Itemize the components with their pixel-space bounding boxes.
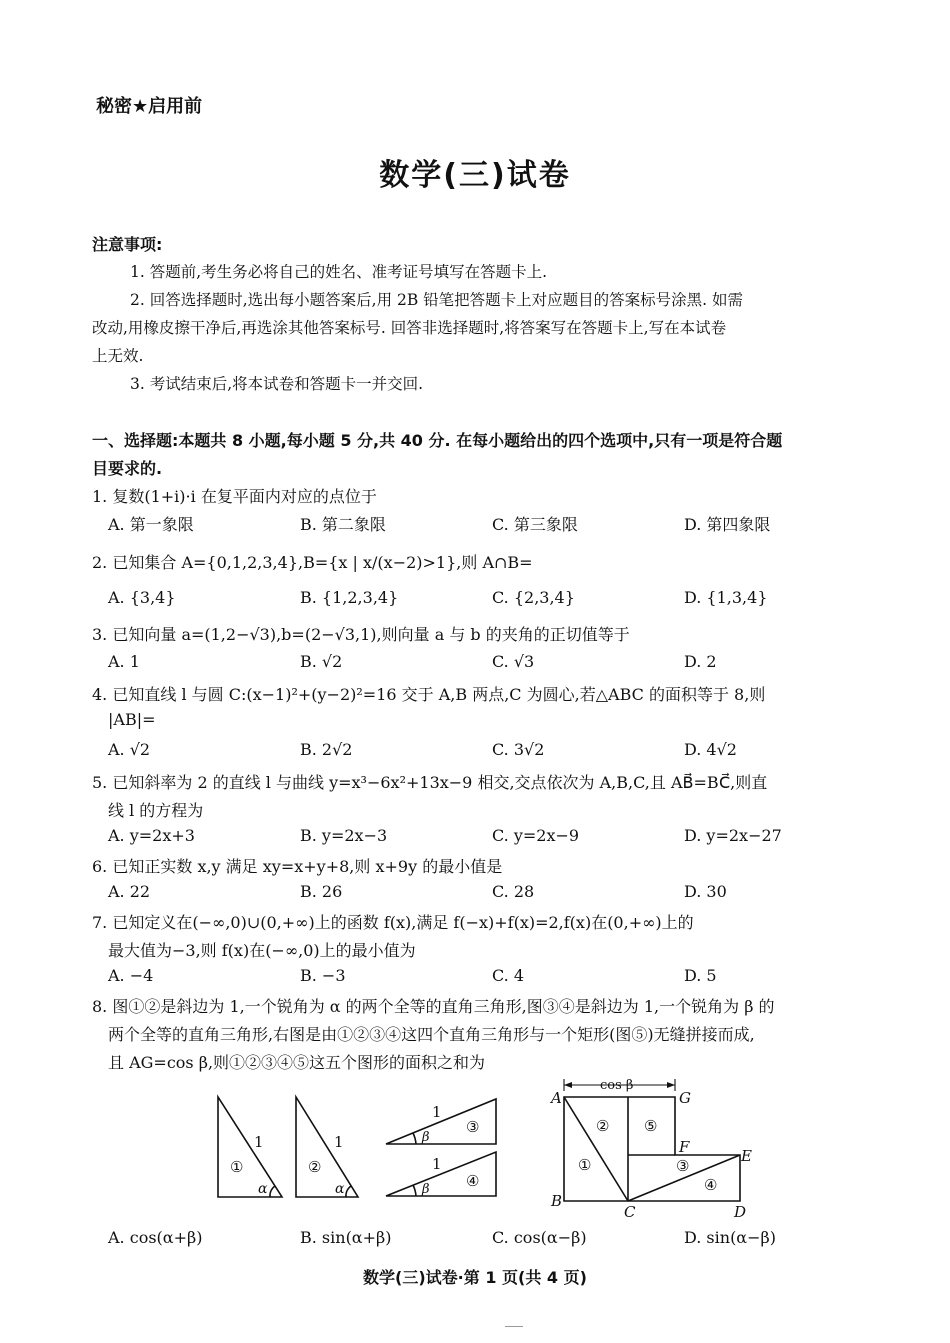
section-heading-line-1: 一、选择题:本题共 8 小题,每小题 5 分,共 40 分. 在每小题给出的四个选项中,只有一项是符合题 [92, 431, 783, 450]
point-b: B [551, 1192, 563, 1210]
point-g: G [679, 1089, 691, 1107]
question-6-stem: 6. 已知正实数 x,y 满足 xy=x+y+8,则 x+9y 的最小值是 [92, 857, 503, 876]
triangle-1-hyp-label: 1 [254, 1133, 264, 1151]
triangle-3-beta-arc [413, 1133, 416, 1144]
q6-option-a: A. 22 [108, 882, 151, 901]
question-8-stem-line-2: 两个全等的直角三角形,右图是由①②③④这四个直角三角形与一个矩形(图⑤)无缝拼接而成, [108, 1025, 755, 1044]
triangle-3-hyp-label: 1 [432, 1103, 442, 1121]
question-5-stem-line-2: 线 l 的方程为 [108, 801, 204, 820]
question-8-stem-line-3: 且 AG=cos β,则①②③④⑤这五个图形的面积之和为 [108, 1053, 486, 1072]
question-4-stem-line-2: |AB|= [108, 710, 156, 729]
triangle-4-beta-arc [413, 1185, 416, 1196]
triangle-2-number: ② [308, 1158, 322, 1176]
page-footer: 数学(三)试卷·第 1 页(共 4 页) [363, 1268, 587, 1287]
dimension-arrow-left [564, 1082, 572, 1088]
triangle-3-beta: β [422, 1130, 430, 1145]
page-title: 数学(三)试卷 [379, 158, 571, 193]
q8-option-a: A. cos(α+β) [108, 1228, 203, 1247]
triangle-2-alpha: α [335, 1181, 345, 1197]
q2-option-c: C. {2,3,4} [492, 588, 575, 607]
notice-item-1: 1. 答题前,考生务必将自己的姓名、准考证号填写在答题卡上. [130, 263, 548, 281]
q3-option-d: D. 2 [684, 652, 717, 671]
triangle-4-beta: β [422, 1182, 430, 1197]
triangle-3-number: ③ [466, 1118, 480, 1136]
point-e: E [741, 1147, 752, 1165]
q3-option-c: C. √3 [492, 652, 535, 671]
point-d: D [734, 1203, 747, 1221]
q7-option-c: C. 4 [492, 966, 525, 985]
composite-region-5: ⑤ [644, 1117, 658, 1135]
question-1-stem: 1. 复数(1+i)·i 在复平面内对应的点位于 [92, 487, 377, 506]
question-8-stem-line-1: 8. 图①②是斜边为 1,一个锐角为 α 的两个全等的直角三角形,图③④是斜边为 1,一个锐角为 β 的 [92, 997, 775, 1016]
point-a: A [551, 1089, 562, 1107]
triangle-2 [296, 1097, 358, 1197]
composite-region-4: ④ [704, 1176, 718, 1194]
q6-option-b: B. 26 [300, 882, 343, 901]
q2-option-a: A. {3,4} [108, 588, 176, 607]
q4-option-d: D. 4√2 [684, 740, 737, 759]
composite-region-1: ① [578, 1156, 592, 1174]
question-7-stem-line-1: 7. 已知定义在(−∞,0)∪(0,+∞)上的函数 f(x),满足 f(−x)+f(x)=2,f(x)在(0,+∞)上的 [92, 913, 694, 932]
notice-item-2-line-2: 改动,用橡皮擦干净后,再选涂其他答案标号. 回答非选择题时,将答案写在答题卡上,写在本试卷 [92, 319, 727, 337]
section-heading-line-2: 目要求的. [92, 459, 163, 478]
q1-option-b: B. 第二象限 [300, 515, 386, 534]
secret-label: 秘密★启用前 [96, 96, 203, 117]
composite-region-3: ③ [676, 1157, 690, 1175]
q8-option-c: C. cos(α−β) [492, 1228, 587, 1247]
q5-option-b: B. y=2x−3 [300, 826, 388, 845]
notice-item-2-line-3: 上无效. [92, 347, 144, 365]
q5-option-a: A. y=2x+3 [108, 826, 195, 845]
q2-option-d: D. {1,3,4} [684, 588, 768, 607]
question-4-stem-line-1: 4. 已知直线 l 与圆 C:(x−1)²+(y−2)²=16 交于 A,B 两点,C 为圆心,若△ABC 的面积等于 8,则 [92, 685, 766, 704]
bottom-mark [505, 1326, 523, 1327]
q7-option-d: D. 5 [684, 966, 717, 985]
q7-option-a: A. −4 [108, 966, 154, 985]
question-5-stem-line-1: 5. 已知斜率为 2 的直线 l 与曲线 y=x³−6x²+13x−9 相交,交点依次为 A,B,C,且 AB⃗=BC⃗,则直 [92, 773, 768, 792]
cos-beta-label: cos β [600, 1078, 634, 1093]
q1-option-c: C. 第三象限 [492, 515, 578, 534]
q8-option-d: D. sin(α−β) [684, 1228, 777, 1247]
question-7-stem-line-2: 最大值为−3,则 f(x)在(−∞,0)上的最小值为 [108, 941, 416, 960]
q4-option-a: A. √2 [108, 740, 151, 759]
notice-heading: 注意事项: [92, 235, 163, 254]
point-c: C [624, 1203, 636, 1221]
triangle-1-number: ① [230, 1158, 244, 1176]
triangle-1-alpha: α [258, 1181, 268, 1197]
notice-item-2-line-1: 2. 回答选择题时,选出每小题答案后,用 2B 铅笔把答题卡上对应题目的答案标号涂黑. 如需 [130, 291, 744, 309]
q6-option-c: C. 28 [492, 882, 535, 901]
composite-region-2: ② [596, 1117, 610, 1135]
q3-option-b: B. √2 [300, 652, 343, 671]
triangle-4-number: ④ [466, 1172, 480, 1190]
q1-option-a: A. 第一象限 [108, 515, 194, 534]
notice-item-3: 3. 考试结束后,将本试卷和答题卡一并交回. [130, 375, 424, 393]
triangle-4-hyp-label: 1 [432, 1155, 442, 1173]
q8-option-b: B. sin(α+β) [300, 1228, 392, 1247]
triangle-2-hyp-label: 1 [334, 1133, 344, 1151]
q4-option-c: C. 3√2 [492, 740, 545, 759]
triangle-1-alpha-arc [270, 1186, 275, 1197]
segment-ac [564, 1097, 628, 1201]
q6-option-d: D. 30 [684, 882, 727, 901]
point-f: F [679, 1138, 690, 1156]
question-2-stem: 2. 已知集合 A={0,1,2,3,4},B={x | x/(x−2)>1},则 A∩B= [92, 553, 533, 572]
q7-option-b: B. −3 [300, 966, 346, 985]
dimension-arrow-right [667, 1082, 675, 1088]
q5-option-c: C. y=2x−9 [492, 826, 580, 845]
question-3-stem: 3. 已知向量 a=(1,2−√3),b=(2−√3,1),则向量 a 与 b 的夹角的正切值等于 [92, 625, 630, 644]
q3-option-a: A. 1 [108, 652, 140, 671]
q2-option-b: B. {1,2,3,4} [300, 588, 399, 607]
triangle-2-alpha-arc [346, 1186, 351, 1197]
q4-option-b: B. 2√2 [300, 740, 353, 759]
triangle-1 [218, 1097, 282, 1197]
q5-option-d: D. y=2x−27 [684, 826, 782, 845]
q1-option-d: D. 第四象限 [684, 515, 771, 534]
